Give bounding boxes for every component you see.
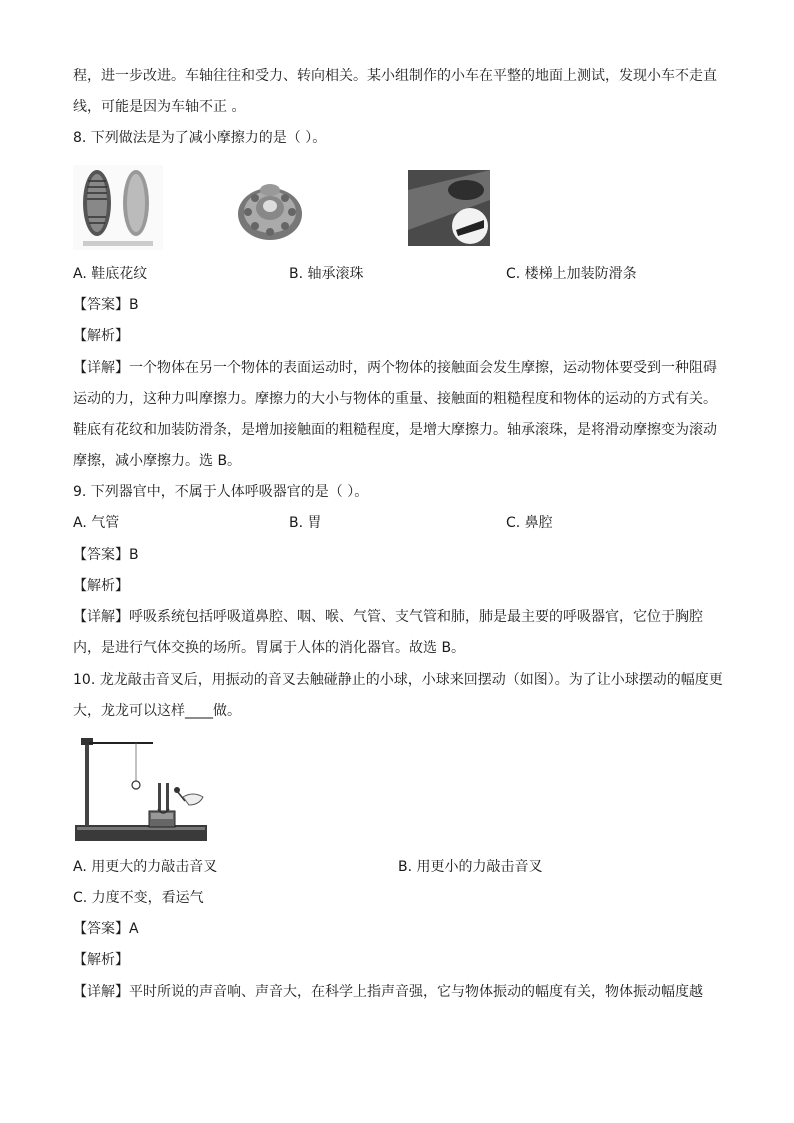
- q10-stem-line-1: 10. 龙龙敲击音叉后，用振动的音叉去触碰静止的小球，小球来回摆动（如图）。为了让小球摆动的幅度更: [73, 672, 723, 688]
- q8-option-a: A. 鞋底花纹: [73, 266, 148, 282]
- intro-line-2: 线，可能是因为车轴不正 。: [73, 99, 246, 115]
- q8-option-c: C. 楼梯上加装防滑条: [506, 266, 637, 282]
- q9-option-a: A. 气管: [73, 515, 120, 531]
- q10-option-b: B. 用更小的力敲击音叉: [398, 859, 543, 875]
- stair-strip-image: [408, 170, 490, 246]
- q10-option-c: C. 力度不变，看运气: [73, 890, 204, 906]
- q8-detail-2: 运动的力，这种力叫摩擦力。摩擦力的大小与物体的重量、接触面的粗糙程度和物体的运动的方式有关。: [73, 391, 717, 407]
- q10-stem-line-2: 大，龙龙可以这样____做。: [73, 703, 241, 719]
- q10-option-a: A. 用更大的力敲击音叉: [73, 859, 218, 875]
- q9-answer: 【答案】B: [73, 547, 139, 563]
- q8-stem: 8. 下列做法是为了减小摩擦力的是（ ）。: [73, 130, 327, 146]
- q9-option-c: C. 鼻腔: [506, 515, 553, 531]
- q10-detail-1: 【详解】平时所说的声音响、声音大，在科学上指声音强，它与物体振动的幅度有关，物体振动幅度越: [73, 984, 703, 1000]
- q9-detail-2: 内，是进行气体交换的场所。胃属于人体的消化器官。故选 B。: [73, 640, 466, 656]
- q10-answer: 【答案】A: [73, 921, 139, 937]
- q8-detail-1: 【详解】一个物体在另一个物体的表面运动时，两个物体的接触面会发生摩擦，运动物体要受到一种阻碍: [73, 360, 717, 376]
- q10-analysis-label: 【解析】: [73, 952, 129, 968]
- bearing-image: [234, 172, 306, 247]
- q8-option-b: B. 轴承滚珠: [289, 266, 364, 282]
- tuning-fork-pendulum-image: [73, 733, 208, 843]
- q8-analysis-label: 【解析】: [73, 328, 129, 344]
- q9-analysis-label: 【解析】: [73, 578, 129, 594]
- q8-detail-4: 摩擦，减小摩擦力。选 B。: [73, 453, 242, 469]
- q9-stem: 9. 下列器官中，不属于人体呼吸器官的是（ ）。: [73, 484, 369, 500]
- intro-line-1: 程，进一步改进。车轴往往和受力、转向相关。某小组制作的小车在平整的地面上测试，发现小车不走直: [73, 68, 717, 84]
- q9-detail-1: 【详解】呼吸系统包括呼吸道鼻腔、咽、喉、气管、支气管和肺，肺是最主要的呼吸器官，它位于胸腔: [73, 609, 703, 625]
- q8-detail-3: 鞋底有花纹和加装防滑条，是增加接触面的粗糙程度，是增大摩擦力。轴承滚珠，是将滑动摩擦变为滚动: [73, 422, 717, 438]
- q8-answer: 【答案】B: [73, 297, 139, 313]
- shoe-sole-image: [73, 165, 163, 250]
- q9-option-b: B. 胃: [289, 515, 322, 531]
